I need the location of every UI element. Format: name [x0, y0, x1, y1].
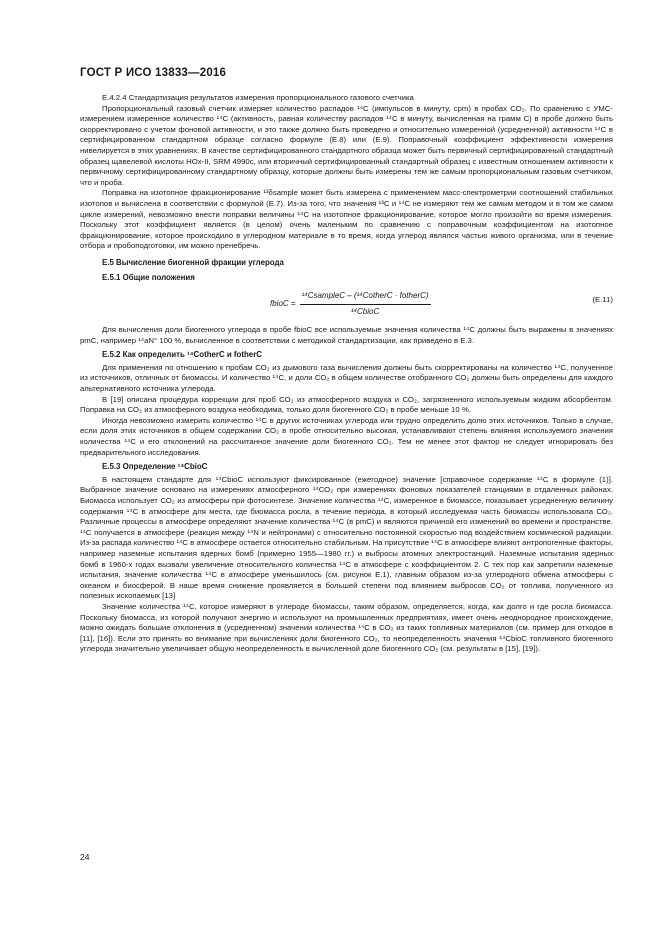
- paragraph: Значение количества ¹⁴С, которое измеряют в углероде биомассы, таким образом, определяется, когда, как долго и где росла биомасса. Поскольку биомасса, из которой получают энергию и используют на промышленных предприятиях, имеет очень неоднородное происхождение, можно ожидать большие отклонения в (усредненном) значении количества ¹⁴С в СО₂ из таких топливных материалов (см. пример для отходов в [11], [16]). Если это принять во внимание при вычислениях доли биогенного СО₂, то неопределенность значения ¹⁴CbioC топливного биогенного углерода значительно увеличивает общую неопределенность в вычисленной доле биогенного СО₂ (см. результаты в [15], [19]).: [80, 601, 613, 654]
- paragraph: Поправка на изотопное фракционирование ¹³δsample может быть измерена с применением масс-спектрометрии соотношений стабильных изотопов и вычислена в соответствии с формулой (Е.7). Из-за того, что значения ¹³С и ¹⁴С не измеряют тем же самым методом и в том же самом цикле измерений, невозможно внести поправки величины ¹⁴С на изотопное фракционирование, которое могло произойти во время измерения. Поскольку этот коэффициент является (в целом) очень маленьким по сравнению с поправочным коэффициентом на изотопное фракционирование, которое происходило в углеродном материале в то время, когда углерод являлся частью живого организма, или в течение отбора и пробоподготовки, им можно пренебречь.: [80, 188, 613, 251]
- document-body: [80, 93, 613, 655]
- paragraph: Иногда невозможно измерить количество ¹⁴С в других источниках углерода или трудно определить долю этих источников. Только в случае, если доля этих источников в общем содержании СО₂ в пробе относительно высокая, устанавливают степень влияния используемого значения количества ¹⁴С и его отклонений на рассчитанное значение доли биогенного СО₂. Тем не менее этот фактор не следует игнорировать без предварительного исследования.: [80, 415, 613, 457]
- formula-denominator: ¹⁴CbioC: [350, 306, 380, 316]
- subsection-heading-e4-2-4: Е.4.2.4 Стандартизация результатов измерения пропорционального газового счетчика: [102, 93, 414, 102]
- section-heading-e5: Е.5 Вычисление биогенной фракции углерода: [102, 257, 284, 267]
- formula-expression: [270, 291, 431, 317]
- section-heading-e5-2: Е.5.2 Как определить ¹⁴CotherC и fotherC: [102, 350, 262, 360]
- paragraph: Пропорциональный газовый счетчик измеряет количество распадов ¹⁴С (импульсов в минуту, cpm) в пробах СО₂. По сравнению с УМС-измерением измеренное количество ¹⁴С (активность, равная количеству распадов ¹⁴С в минуту, вычисленная на грамм С) в пробе должно быть скорректировано с учетом фоновой активности, и это также должно быть проведено и относительно измеренной (усредненной) активности ¹⁴С в сертифицированном стандартном образце согласно формуле (Е.8) или (Е.9). Поправочный коэффициент эффективности измерения нивелируется в этих уравнениях. В качестве сертифицированного стандартного образца может быть первичный сертифицированный стандартный образец щавелевой кислоты HOx-II, SRM 4990c, или вторичный сертифицированный стандартный образец с известным отношением активности к первичному сертифицированному стандартному образцу, которые должны быть измерены тем же самым пропорциональным газовым счетчиком, что и проба.: [80, 103, 613, 187]
- document-header-title: ГОСТ Р ИСО 13833—2016: [80, 67, 227, 79]
- paragraph: Для вычисления доли биогенного углерода в пробе fbioC все используемые значения количества ¹⁴С должны быть выражены в значениях pmC, например ¹⁴aN° 100 %, вычисленное в соответствии с методикой стандартизации, как приведено в Е.3.: [80, 325, 613, 345]
- formula-number: (Е.11): [592, 295, 613, 305]
- formula-numerator: ¹⁴CsampleC – (¹⁴CotherC · fotherC): [300, 291, 431, 305]
- section-heading-e5-1: Е.5.1 Общие положения: [102, 272, 195, 282]
- formula-e11: [80, 287, 613, 321]
- formula-fraction: [300, 291, 431, 317]
- section-heading-e5-3: Е.5.3 Определение ¹⁴CbioC: [102, 462, 208, 472]
- paragraph: В [19] описана процедура коррекции для проб СО₂ из атмосферного воздуха и СО₂, загрязненного используемым жидким абсорбентом. Поправка на СО₂ из атмосферного воздуха необходима, только доля биогенного СО₂ в пробе меньше 10 %.: [80, 394, 613, 415]
- paragraph: В настоящем стандарте для ¹⁴CbioC используют фиксированное (ежегодное) значение [справочное содержание ¹⁴С в формуле (1)]. Выбранное значение основано на измерениях атмосферного ¹⁴СО₂ при измерениях фоновых показателей станциями в отдаленных районах. Биомасса использует СО₂ из атмосферы при фотосинтезе. Значение количества ¹⁴С, измеренное в биомассе, показывает усредненную величину содержания ¹⁴С в атмосфере для места, где биомасса росла, в течение периода, в который исследуемая часть биомассы использовала СО₂. Различные процессы в атмосфере определяют значение количества ¹⁴С (в pmC) и являются причиной его изменений во времени и пространстве. ¹⁴С получается в атмосфере (реакция между ¹⁴N и нейтронами) с относительно постоянной скоростью под воздействием космической радиации. Из-за распада количество ¹⁴С в атмосфере остается относительно стабильным. На присутствие ¹⁴С в атмосфере влияют антропогенные факторы, например наземные испытания ядерных бомб (примерно 1955—1980 гг.) и выбросы атомных электростанций. Наземные испытания ядерных бомб в 1960-х годах вызвали увеличение относительного количества ¹⁴С в атмосфере с коэффициентом 2. С тех пор как запретили наземные испытания, значение количества ¹⁴С в атмосфере уменьшилось (см. рисунок Е.1), главным образом из-за углеродного обмена атмосферы с океаном и биосферой. В наше время снижение проявляется в большей степени под влиянием выбросов СО₂ от топлива, полученного из полезных ископаемых [13]: [80, 474, 613, 601]
- paragraph: Для применения по отношению к пробам СО₂ из дымового газа вычисления должны быть скорректированы на количество ¹⁴С, полученное из источников, отличных от биомассы. И количество ¹⁴С, и доли СО₂ в общем количестве отобранного СО₂ должны быть определены для каждого альтернативного источника углерода.: [80, 362, 613, 394]
- page-number: 24: [80, 852, 90, 862]
- formula-lhs: fbioC =: [270, 298, 296, 308]
